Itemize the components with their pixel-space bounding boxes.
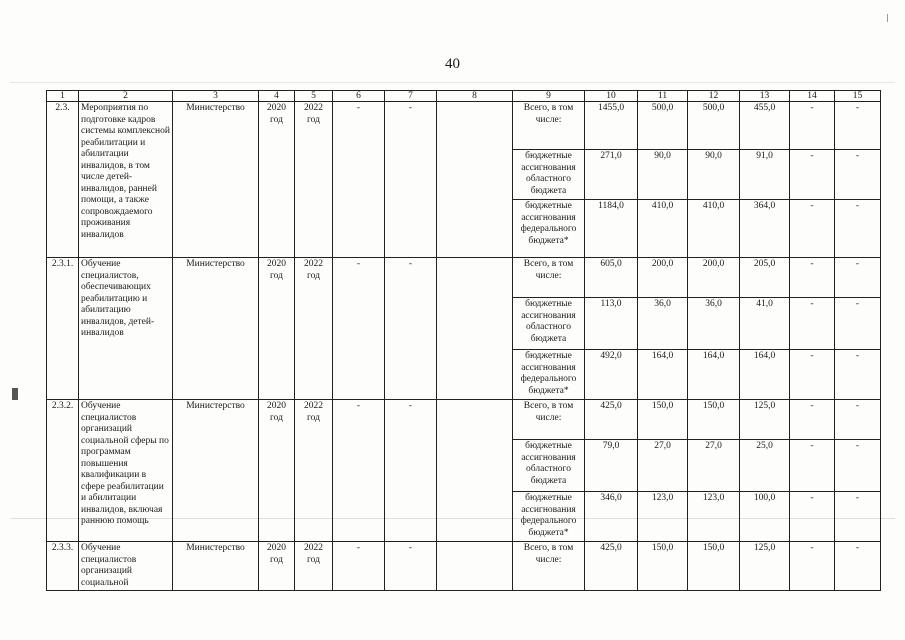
header-row	[47, 91, 881, 102]
activity-description: Обучение специалистов организаций социальной сферы по программам повышения квалификации в сфере реабилитации и абилитации инвалидов, включая раннюю помощь	[79, 400, 173, 542]
amount-2021: 36,0	[688, 298, 740, 350]
row-number: 2.3.3.	[47, 542, 79, 591]
column-header-7: 7	[385, 91, 437, 102]
amount-2021: 150,0	[688, 400, 740, 440]
amount-2020: 500,0	[638, 102, 688, 150]
column-8-value	[437, 258, 513, 400]
total-amount: 271,0	[585, 150, 638, 200]
amount-2020: 90,0	[638, 150, 688, 200]
amount-2021: 410,0	[688, 200, 740, 258]
column-14-value: -	[790, 440, 835, 492]
amount-2022: 125,0	[740, 400, 790, 440]
column-7-value: -	[385, 258, 437, 400]
column-15-value: -	[835, 542, 881, 591]
column-15-value: -	[835, 492, 881, 542]
amount-2022: 91,0	[740, 150, 790, 200]
column-7-value: -	[385, 102, 437, 258]
start-year: 2020 год	[259, 258, 295, 400]
column-6-value: -	[333, 542, 385, 591]
column-header-6: 6	[333, 91, 385, 102]
funding-category: бюджетные ассигнования областного бюджета	[513, 440, 585, 492]
column-header-3: 3	[173, 91, 259, 102]
column-header-12: 12	[688, 91, 740, 102]
column-15-value: -	[835, 102, 881, 150]
column-15-value: -	[835, 150, 881, 200]
start-year: 2020 год	[259, 542, 295, 591]
column-header-1: 1	[47, 91, 79, 102]
amount-2022: 125,0	[740, 542, 790, 591]
column-header-5: 5	[295, 91, 333, 102]
amount-2020: 150,0	[638, 542, 688, 591]
funding-category: бюджетные ассигнования областного бюджета	[513, 150, 585, 200]
amount-2020: 200,0	[638, 258, 688, 298]
column-15-value: -	[835, 298, 881, 350]
column-header-9: 9	[513, 91, 585, 102]
amount-2020: 123,0	[638, 492, 688, 542]
table-row	[47, 542, 881, 591]
amount-2021: 90,0	[688, 150, 740, 200]
column-header-8: 8	[437, 91, 513, 102]
amount-2022: 25,0	[740, 440, 790, 492]
column-8-value	[437, 102, 513, 258]
column-14-value: -	[790, 102, 835, 150]
column-14-value: -	[790, 350, 835, 400]
amount-2021: 164,0	[688, 350, 740, 400]
scan-artifact-line	[10, 82, 895, 83]
funding-category: бюджетные ассигнования федерального бюджета*	[513, 492, 585, 542]
column-14-value: -	[790, 542, 835, 591]
column-14-value: -	[790, 298, 835, 350]
amount-2022: 455,0	[740, 102, 790, 150]
amount-2020: 27,0	[638, 440, 688, 492]
amount-2022: 164,0	[740, 350, 790, 400]
page-number: 40	[445, 56, 460, 72]
column-8-value	[437, 542, 513, 591]
total-amount: 113,0	[585, 298, 638, 350]
total-amount: 79,0	[585, 440, 638, 492]
scan-artifact-tick	[887, 14, 888, 22]
column-15-value: -	[835, 440, 881, 492]
column-6-value: -	[333, 258, 385, 400]
funding-category: бюджетные ассигнования областного бюджета	[513, 298, 585, 350]
funding-category: Всего, в том числе:	[513, 542, 585, 591]
amount-2021: 500,0	[688, 102, 740, 150]
total-amount: 492,0	[585, 350, 638, 400]
total-amount: 605,0	[585, 258, 638, 298]
scan-artifact-mark	[12, 388, 18, 400]
total-amount: 1184,0	[585, 200, 638, 258]
table-row	[47, 400, 881, 440]
total-amount: 425,0	[585, 542, 638, 591]
total-amount: 346,0	[585, 492, 638, 542]
row-number: 2.3.1.	[47, 258, 79, 400]
amount-2021: 150,0	[688, 542, 740, 591]
column-14-value: -	[790, 258, 835, 298]
executor: Министерство	[173, 102, 259, 258]
column-header-13: 13	[740, 91, 790, 102]
column-8-value	[437, 400, 513, 542]
column-7-value: -	[385, 542, 437, 591]
end-year: 2022 год	[295, 102, 333, 258]
column-14-value: -	[790, 150, 835, 200]
column-header-11: 11	[638, 91, 688, 102]
start-year: 2020 год	[259, 102, 295, 258]
row-number: 2.3.	[47, 102, 79, 258]
funding-category: бюджетные ассигнования федерального бюджета*	[513, 200, 585, 258]
column-6-value: -	[333, 102, 385, 258]
budget-table	[46, 90, 881, 591]
row-number: 2.3.2.	[47, 400, 79, 542]
funding-category: Всего, в том числе:	[513, 258, 585, 298]
amount-2022: 41,0	[740, 298, 790, 350]
amount-2020: 150,0	[638, 400, 688, 440]
column-header-15: 15	[835, 91, 881, 102]
executor: Министерство	[173, 400, 259, 542]
funding-category: Всего, в том числе:	[513, 102, 585, 150]
end-year: 2022 год	[295, 400, 333, 542]
activity-description: Обучение специалистов организаций социальной	[79, 542, 173, 591]
executor: Министерство	[173, 542, 259, 591]
end-year: 2022 год	[295, 542, 333, 591]
column-15-value: -	[835, 350, 881, 400]
amount-2022: 364,0	[740, 200, 790, 258]
amount-2021: 123,0	[688, 492, 740, 542]
column-15-value: -	[835, 258, 881, 298]
activity-description: Мероприятия по подготовке кадров системы комплексной реабилитации и абилитации инвалидов, в том числе детей-инвалидов, ранней помощи, а также сопровождаемого проживания инвалидов	[79, 102, 173, 258]
executor: Министерство	[173, 258, 259, 400]
column-14-value: -	[790, 200, 835, 258]
amount-2021: 200,0	[688, 258, 740, 298]
funding-category: бюджетные ассигнования федерального бюджета*	[513, 350, 585, 400]
column-14-value: -	[790, 400, 835, 440]
amount-2022: 100,0	[740, 492, 790, 542]
amount-2022: 205,0	[740, 258, 790, 298]
amount-2020: 410,0	[638, 200, 688, 258]
total-amount: 1455,0	[585, 102, 638, 150]
activity-description: Обучение специалистов, обеспечивающих реабилитацию и абилитацию инвалидов, детей-инвалидов	[79, 258, 173, 400]
column-header-14: 14	[790, 91, 835, 102]
funding-category: Всего, в том числе:	[513, 400, 585, 440]
table-row	[47, 102, 881, 150]
start-year: 2020 год	[259, 400, 295, 542]
column-header-10: 10	[585, 91, 638, 102]
end-year: 2022 год	[295, 258, 333, 400]
column-15-value: -	[835, 400, 881, 440]
column-header-2: 2	[79, 91, 173, 102]
column-header-4: 4	[259, 91, 295, 102]
total-amount: 425,0	[585, 400, 638, 440]
amount-2020: 36,0	[638, 298, 688, 350]
column-7-value: -	[385, 400, 437, 542]
amount-2020: 164,0	[638, 350, 688, 400]
amount-2021: 27,0	[688, 440, 740, 492]
column-14-value: -	[790, 492, 835, 542]
table-row	[47, 258, 881, 298]
column-15-value: -	[835, 200, 881, 258]
column-6-value: -	[333, 400, 385, 542]
